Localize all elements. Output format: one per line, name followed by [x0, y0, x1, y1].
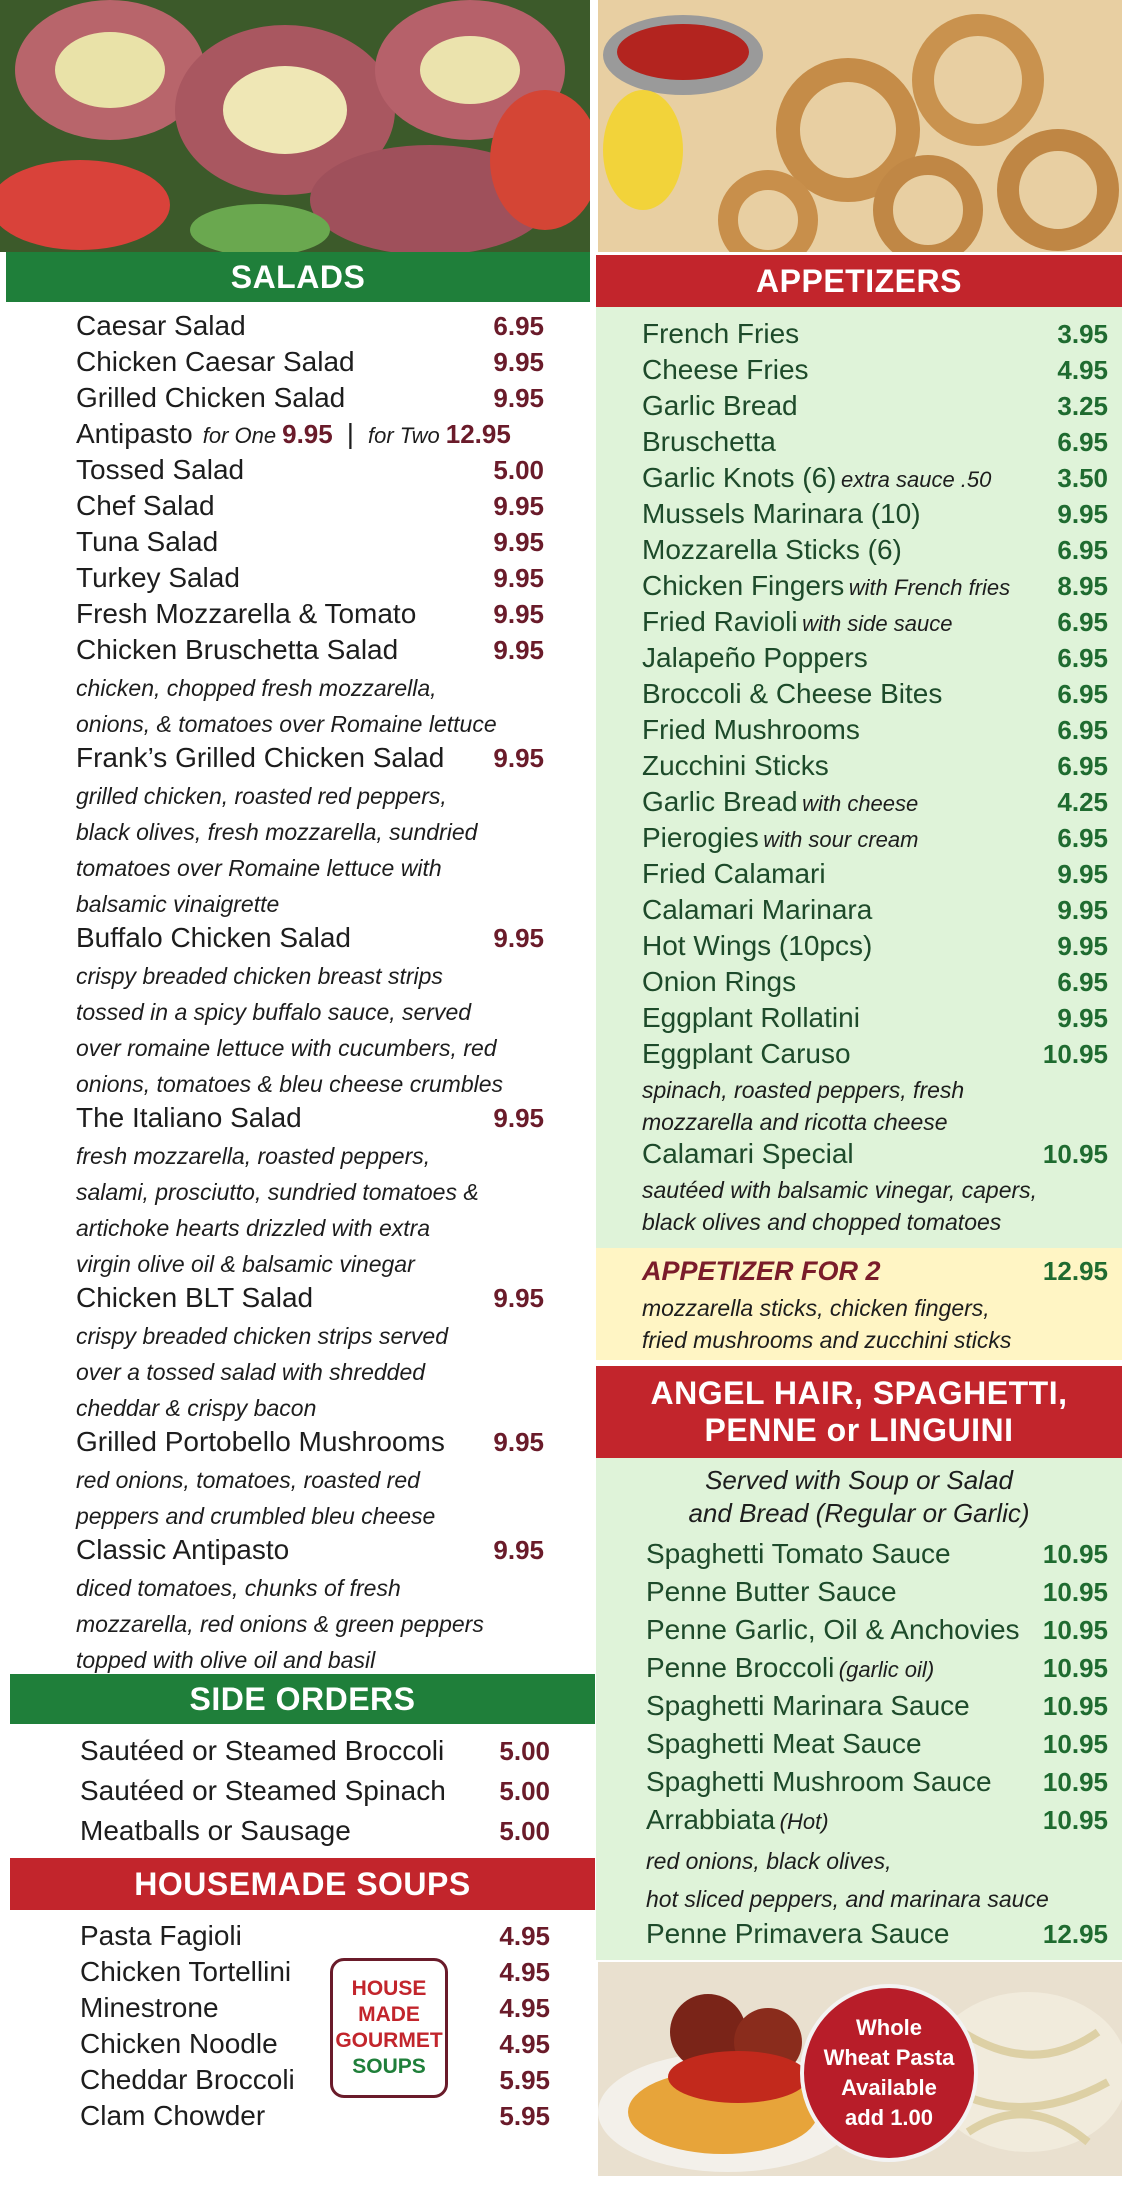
menu-item-name-group: [642, 642, 868, 674]
menu-item-name: Chicken Caesar Salad: [76, 346, 355, 377]
menu-item: [642, 894, 1108, 930]
menu-item-name-group: [80, 1775, 446, 1807]
menu-item-price: 10.95: [1042, 1729, 1108, 1759]
menu-item-name-group: [80, 2100, 265, 2132]
menu-item: [642, 930, 1108, 966]
menu-item: [80, 1775, 550, 1815]
menu-item: [646, 1766, 1108, 1804]
menu-item-name: Sautéed or Steamed Broccoli: [80, 1735, 445, 1766]
menu-item: [642, 966, 1108, 1002]
menu-item-name: Fried Calamari: [642, 858, 826, 889]
menu-item-description: over romaine lettuce with cucumbers, red: [76, 1035, 497, 1061]
menu-item-description: artichoke hearts drizzled with extra: [76, 1215, 431, 1241]
menu-item-name-group: [642, 750, 829, 782]
menu-item-name-group: [646, 1728, 922, 1760]
menu-item-price: 9.95: [493, 1427, 544, 1457]
menu-item-price: 4.95: [1057, 355, 1108, 385]
menu-item-name: Pierogies: [642, 822, 759, 853]
menu-item-name-group: [80, 1920, 242, 1952]
menu-item-name: Spaghetti Mushroom Sauce: [646, 1766, 992, 1797]
menu-item-name: Penne Primavera Sauce: [646, 1918, 950, 1949]
menu-item-name: Garlic Bread: [642, 390, 798, 421]
menu-item-description: chicken, chopped fresh mozzarella,: [76, 675, 437, 701]
menu-item-name-group: [80, 1815, 351, 1847]
menu-item: [646, 1538, 1108, 1576]
appetizer-for-2-panel: [596, 1248, 1122, 1360]
menu-item-name: Zucchini Sticks: [642, 750, 829, 781]
menu-item-price: 8.95: [1057, 571, 1108, 601]
menu-item: [76, 1102, 544, 1138]
menu-item-name: Fresh Mozzarella & Tomato: [76, 598, 417, 629]
menu-item-price: 10.95: [1042, 1039, 1108, 1069]
menu-item-name-group: [642, 714, 860, 746]
menu-item-price: 10.95: [1042, 1805, 1108, 1835]
side-orders-list: [80, 1735, 550, 1855]
menu-item: [76, 1426, 544, 1462]
menu-item-price: 9.95: [493, 1103, 544, 1133]
menu-item-name: Penne Garlic, Oil & Anchovies: [646, 1614, 1020, 1645]
menu-item-price: 6.95: [1057, 427, 1108, 457]
whole-wheat-badge: [800, 1984, 978, 2162]
menu-item-description: virgin olive oil & balsamic vinegar: [76, 1251, 415, 1277]
menu-item-price: 6.95: [1057, 679, 1108, 709]
right-column: [596, 0, 1122, 2193]
menu-item-description: black olives, fresh mozzarella, sundried: [76, 819, 478, 845]
badge-line-3: GOURMET: [335, 2029, 443, 2052]
menu-item-description: over a tossed salad with shredded: [76, 1359, 426, 1385]
menu-item-name-group: [646, 1766, 992, 1798]
menu-item-price: 10.95: [1042, 1139, 1108, 1169]
menu-item: [80, 2100, 550, 2136]
menu-item: [642, 390, 1108, 426]
pasta-title-line-1: ANGEL HAIR, SPAGHETTI,: [650, 1375, 1068, 1412]
menu-item-name: Tossed Salad: [76, 454, 245, 485]
menu-item-price: 6.95: [1057, 967, 1108, 997]
badge-line-4: SOUPS: [352, 2055, 426, 2078]
menu-item-description: topped with olive oil and basil: [76, 1647, 376, 1673]
menu-item-description: hot sliced peppers, and marinara sauce: [646, 1886, 1049, 1912]
menu-item-name-group: [642, 534, 902, 566]
appetizer-for-2-price: 12.95: [1042, 1256, 1108, 1286]
side-orders-title: SIDE ORDERS: [189, 1680, 416, 1717]
menu-item: [642, 858, 1108, 894]
menu-item-name-group: [642, 570, 1010, 602]
menu-item-price: 9.95: [493, 383, 544, 413]
menu-item-name: French Fries: [642, 318, 800, 349]
antipasto-one-label: for One: [202, 423, 277, 448]
menu-item-name-group: [642, 1138, 854, 1170]
menu-item: [76, 310, 544, 346]
menu-item: [76, 454, 544, 490]
menu-item-name-group: [642, 894, 872, 926]
menu-item-name: Turkey Salad: [76, 562, 240, 593]
menu-item: [76, 598, 544, 634]
menu-item-price: 4.95: [499, 1993, 550, 2023]
menu-item-name-group: [76, 742, 444, 774]
menu-item: [76, 526, 544, 562]
menu-item-name-group: [76, 1282, 313, 1314]
menu-item: [646, 1728, 1108, 1766]
menu-item-name-group: [76, 922, 351, 954]
menu-item: [642, 1038, 1108, 1074]
menu-item-name: Calamari Special: [642, 1138, 854, 1169]
menu-item: [646, 1614, 1108, 1652]
menu-item-name-group: [646, 1690, 970, 1722]
menu-item-description: red onions, tomatoes, roasted red: [76, 1467, 420, 1493]
menu-item: [646, 1690, 1108, 1728]
menu-item: [642, 534, 1108, 570]
menu-item-price: 9.95: [493, 347, 544, 377]
menu-item-price: 3.50: [1057, 463, 1108, 493]
menu-item-price: 5.95: [499, 2101, 550, 2131]
menu-item-name: Caesar Salad: [76, 310, 246, 341]
menu-item-price: 10.95: [1042, 1767, 1108, 1797]
menu-item-name: Onion Rings: [642, 966, 797, 997]
soups-title: HOUSEMADE SOUPS: [134, 1865, 471, 1902]
pasta-header: [596, 1366, 1122, 1458]
menu-item-name-group: [76, 634, 398, 666]
menu-item-description: black olives and chopped tomatoes: [642, 1209, 1002, 1235]
menu-item-name: Mozzarella Sticks (6): [642, 534, 902, 565]
menu-item-price: 10.95: [1042, 1615, 1108, 1645]
menu-item: [80, 1992, 550, 2028]
menu-item-name: Spaghetti Marinara Sauce: [646, 1690, 970, 1721]
menu-item: [642, 714, 1108, 750]
menu-item-name-group: [642, 390, 798, 422]
menu-item-note: extra sauce .50: [840, 467, 992, 492]
menu-item: [642, 786, 1108, 822]
menu-item: [80, 2064, 550, 2100]
menu-item-price: 5.00: [499, 1816, 550, 1846]
appetizer-for-2-desc: mozzarella sticks, chicken fingers,: [642, 1295, 990, 1321]
menu-item-name-group: [642, 462, 991, 494]
menu-item-description: onions, & tomatoes over Romaine lettuce: [76, 711, 497, 737]
badge-line-2: MADE: [358, 2003, 420, 2026]
antipasto-two-label: for Two: [368, 423, 440, 448]
menu-item-price: 4.95: [499, 1921, 550, 1951]
menu-item-name-group: [76, 490, 215, 522]
menu-item-name-group: [646, 1614, 1020, 1646]
menu-item-name-group: [76, 1534, 289, 1566]
salads-title: SALADS: [230, 258, 366, 295]
menu-item-price: 9.95: [493, 491, 544, 521]
menu-item-name: Chef Salad: [76, 490, 215, 521]
menu-item-name: The Italiano Salad: [76, 1102, 302, 1133]
menu-item-name-group: [646, 1576, 897, 1608]
menu-item-description: crispy breaded chicken breast strips: [76, 963, 443, 989]
menu-item-price: 9.95: [1057, 1003, 1108, 1033]
menu-item-name: Arrabbiata: [646, 1804, 776, 1835]
menu-item-price: 9.95: [493, 1535, 544, 1565]
menu-item-name: Garlic Knots (6): [642, 462, 837, 493]
menu-item-description: tomatoes over Romaine lettuce with: [76, 855, 442, 881]
menu-item-antipasto: [76, 418, 544, 454]
appetizer-for-2-desc: fried mushrooms and zucchini sticks: [642, 1327, 1012, 1353]
menu-item: [76, 634, 544, 670]
menu-item-name: Classic Antipasto: [76, 1534, 290, 1565]
pasta-list: [646, 1538, 1108, 1956]
menu-item-name: Mussels Marinara (10): [642, 498, 921, 529]
menu-item-note: (Hot): [779, 1809, 829, 1834]
salads-header: [6, 252, 590, 302]
menu-item-name-group: [642, 354, 809, 386]
menu-item-name-group: [646, 1918, 950, 1950]
menu-item: [642, 822, 1108, 858]
menu-item-description: cheddar & crispy bacon: [76, 1395, 317, 1421]
menu-item-name: Chicken Tortellini: [80, 1956, 292, 1987]
menu-item: [642, 462, 1108, 498]
menu-item-name: Chicken BLT Salad: [76, 1282, 314, 1313]
menu-item-description: red onions, black olives,: [646, 1848, 892, 1874]
soups-list: [80, 1920, 550, 2136]
menu-item-name-group: [642, 1002, 860, 1034]
menu-item-name: Garlic Bread: [642, 786, 798, 817]
menu-item-price: 4.95: [499, 1957, 550, 1987]
menu-item-price: 10.95: [1042, 1577, 1108, 1607]
wheat-line-1: Whole: [856, 2015, 922, 2040]
menu-item-price: 9.95: [493, 563, 544, 593]
menu-item-name: Cheese Fries: [642, 354, 809, 385]
menu-item: [642, 354, 1108, 390]
menu-item-name-group: [76, 1426, 445, 1458]
pasta-title-line-2: PENNE or LINGUINI: [704, 1412, 1014, 1448]
menu-item-price: 6.95: [1057, 751, 1108, 781]
menu-item-name-group: [642, 1038, 851, 1070]
menu-item-name: Eggplant Caruso: [642, 1038, 851, 1069]
appetizers-list: [642, 318, 1108, 1238]
menu-item-note: (garlic oil): [838, 1657, 935, 1682]
menu-item-name: Sautéed or Steamed Spinach: [80, 1775, 446, 1806]
menu-item: [80, 1920, 550, 1956]
antipasto-two-price: 12.95: [445, 419, 511, 449]
menu-item-description: diced tomatoes, chunks of fresh: [76, 1575, 401, 1601]
menu-item-price: 5.95: [499, 2065, 550, 2095]
salads-list: [76, 310, 544, 1678]
menu-item: [76, 922, 544, 958]
menu-item-note: with side sauce: [802, 611, 953, 636]
menu-item-note: with French fries: [848, 575, 1011, 600]
menu-item: [80, 1815, 550, 1855]
menu-item-name: Frank’s Grilled Chicken Salad: [76, 742, 445, 773]
menu-item: [642, 606, 1108, 642]
menu-item-price: 9.95: [493, 527, 544, 557]
menu-item-name: Eggplant Rollatini: [642, 1002, 860, 1033]
menu-item: [80, 1956, 550, 1992]
menu-item-name-group: [76, 598, 416, 630]
menu-item-name-group: [76, 310, 246, 342]
pasta-subtitle-line-2: and Bread (Regular or Garlic): [688, 1498, 1030, 1528]
menu-item-name: Pasta Fagioli: [80, 1920, 242, 1951]
menu-item-name: Spaghetti Meat Sauce: [646, 1728, 922, 1759]
menu-item-price: 10.95: [1042, 1691, 1108, 1721]
menu-item: [76, 382, 544, 418]
menu-item-name-group: [642, 498, 921, 530]
salad-photo: [0, 0, 590, 252]
menu-item-name-group: [76, 382, 345, 414]
menu-item-name-group: [642, 318, 799, 350]
menu-item-price: 4.95: [499, 2029, 550, 2059]
menu-item: [642, 1138, 1108, 1174]
menu-item: [646, 1918, 1108, 1956]
menu-item-price: 9.95: [1057, 499, 1108, 529]
menu-item: [76, 490, 544, 526]
wheat-line-3: Available: [841, 2075, 937, 2100]
menu-item-price: 10.95: [1042, 1653, 1108, 1683]
menu-item-price: 6.95: [493, 311, 544, 341]
menu-item-description: balsamic vinaigrette: [76, 891, 280, 917]
antipasto-one-price: 9.95: [282, 419, 333, 449]
menu-item-name-group: [642, 606, 952, 638]
menu-item: [76, 562, 544, 598]
menu-item: [80, 2028, 550, 2064]
appetizers-header: [596, 255, 1122, 307]
pasta-subtitle: [596, 1464, 1122, 1530]
menu-item: [642, 1002, 1108, 1038]
menu-item-name: Calamari Marinara: [642, 894, 873, 925]
menu-item-name-group: [76, 346, 355, 378]
menu-item-price: 9.95: [493, 923, 544, 953]
menu-item-name: Buffalo Chicken Salad: [76, 922, 351, 953]
menu-item: [646, 1652, 1108, 1690]
menu-item-name-group: [76, 526, 218, 558]
menu-item-name: Clam Chowder: [80, 2100, 266, 2131]
menu-item-name: Antipasto: [76, 418, 193, 449]
menu-item-name-group: [80, 1992, 219, 2024]
menu-item-description: onions, tomatoes & bleu cheese crumbles: [76, 1071, 504, 1097]
soups-header: [10, 1858, 595, 1910]
menu-item-name-group: [646, 1804, 829, 1836]
house-made-soups-badge: [330, 1958, 448, 2098]
menu-item-name: Chicken Fingers: [642, 570, 845, 601]
menu-item-price: 3.25: [1057, 391, 1108, 421]
menu-item-name-group: [642, 822, 918, 854]
menu-item-price: 6.95: [1057, 715, 1108, 745]
menu-item: [642, 498, 1108, 534]
menu-item-price: 9.95: [1057, 895, 1108, 925]
menu-item-name: Chicken Bruschetta Salad: [76, 634, 399, 665]
menu-item-description: mozzarella and ricotta cheese: [642, 1109, 948, 1135]
menu-item-price: 3.95: [1057, 319, 1108, 349]
menu-item-name: Penne Broccoli: [646, 1652, 835, 1683]
menu-item-price: 12.95: [1042, 1919, 1108, 1949]
menu-item-name: Chicken Noodle: [80, 2028, 278, 2059]
menu-item-price: 6.95: [1057, 643, 1108, 673]
pasta-subtitle-line-1: Served with Soup or Salad: [705, 1465, 1013, 1495]
menu-item-name-group: [80, 1735, 444, 1767]
menu-item-description: mozzarella, red onions & green peppers: [76, 1611, 484, 1637]
menu-item-name: Cheddar Broccoli: [80, 2064, 295, 2095]
menu-item-name: Fried Mushrooms: [642, 714, 860, 745]
menu-item-name-group: [80, 2064, 295, 2096]
menu-item-price: 5.00: [493, 455, 544, 485]
menu-item-name-group: [76, 454, 244, 486]
menu-item-name-group: [642, 930, 872, 962]
menu-item-name: Meatballs or Sausage: [80, 1815, 351, 1846]
menu-item-name-group: [646, 1538, 951, 1570]
menu-item: [76, 346, 544, 382]
menu-item-name: Grilled Chicken Salad: [76, 382, 346, 413]
menu-item-price: 10.95: [1042, 1539, 1108, 1569]
menu-item-description: grilled chicken, roasted red peppers,: [76, 783, 447, 809]
menu-item-name-group: [80, 2028, 278, 2060]
appetizer-for-2-title: APPETIZER FOR 2: [642, 1256, 881, 1286]
menu-item-name-group: [76, 1102, 302, 1134]
antipasto-separator: |: [346, 418, 355, 449]
menu-item-name: Fried Ravioli: [642, 606, 798, 637]
menu-item-description: peppers and crumbled bleu cheese: [76, 1503, 436, 1529]
badge-line-1: HOUSE: [351, 1977, 427, 2000]
menu-item-note: with cheese: [802, 791, 919, 816]
menu-item-name: Broccoli & Cheese Bites: [642, 678, 943, 709]
menu-item-name-group: [642, 786, 918, 818]
menu-item: [76, 1282, 544, 1318]
menu-item-name: Tuna Salad: [76, 526, 219, 557]
menu-item-price: 9.95: [493, 743, 544, 773]
menu-item-price: 9.95: [1057, 931, 1108, 961]
menu-item-description: tossed in a spicy buffalo sauce, served: [76, 999, 472, 1025]
menu-item-price: 9.95: [493, 1283, 544, 1313]
menu-item-description: crispy breaded chicken strips served: [76, 1323, 448, 1349]
wheat-line-4: add 1.00: [844, 2105, 934, 2130]
menu-item-name: Jalapeño Poppers: [642, 642, 868, 673]
menu-item-name-group: [642, 858, 826, 890]
menu-item: [642, 642, 1108, 678]
menu-item-description: salami, prosciutto, sundried tomatoes &: [76, 1179, 479, 1205]
menu-item-price: 5.00: [499, 1736, 550, 1766]
menu-item-name-group: [642, 678, 942, 710]
menu-item: [80, 1735, 550, 1775]
menu-item-name: Spaghetti Tomato Sauce: [646, 1538, 951, 1569]
menu-item-name-group: [80, 1956, 291, 1988]
side-orders-header: [10, 1674, 595, 1724]
calamari-photo: [598, 0, 1122, 252]
menu-item-name-group: [76, 562, 240, 594]
wheat-line-2: Wheat Pasta: [823, 2045, 955, 2070]
menu-item-note: with sour cream: [763, 827, 919, 852]
menu-item-name: Penne Butter Sauce: [646, 1576, 897, 1607]
appetizers-title: APPETIZERS: [756, 262, 962, 299]
menu-item-price: 9.95: [493, 635, 544, 665]
menu-item-description: sautéed with balsamic vinegar, capers,: [642, 1177, 1038, 1203]
menu-item-name: Bruschetta: [642, 426, 776, 457]
menu-item-name-group: [646, 1652, 934, 1684]
menu-item-price: 6.95: [1057, 535, 1108, 565]
menu-item-name-group: [642, 426, 776, 458]
menu-item: [76, 1534, 544, 1570]
menu-item: [642, 426, 1108, 462]
menu-item: [646, 1576, 1108, 1614]
menu-item-price: 4.25: [1057, 787, 1108, 817]
menu-item-price: 9.95: [493, 599, 544, 629]
menu-item-name: Minestrone: [80, 1992, 219, 2023]
menu-item-price: 6.95: [1057, 823, 1108, 853]
menu-item-name: Hot Wings (10pcs): [642, 930, 873, 961]
menu-item-description: spinach, roasted peppers, fresh: [642, 1077, 965, 1103]
menu-item-price: 6.95: [1057, 607, 1108, 637]
menu-item-name: Grilled Portobello Mushrooms: [76, 1426, 445, 1457]
menu-item: [76, 742, 544, 778]
menu-item-price: 5.00: [499, 1776, 550, 1806]
menu-item-description: fresh mozzarella, roasted peppers,: [76, 1143, 431, 1169]
menu-item: [642, 750, 1108, 786]
menu-item: [642, 318, 1108, 354]
menu-item: [642, 678, 1108, 714]
menu-item: [642, 570, 1108, 606]
menu-item-name-group: [642, 966, 796, 998]
menu-item-price: 9.95: [1057, 859, 1108, 889]
menu-item: [646, 1804, 1108, 1842]
